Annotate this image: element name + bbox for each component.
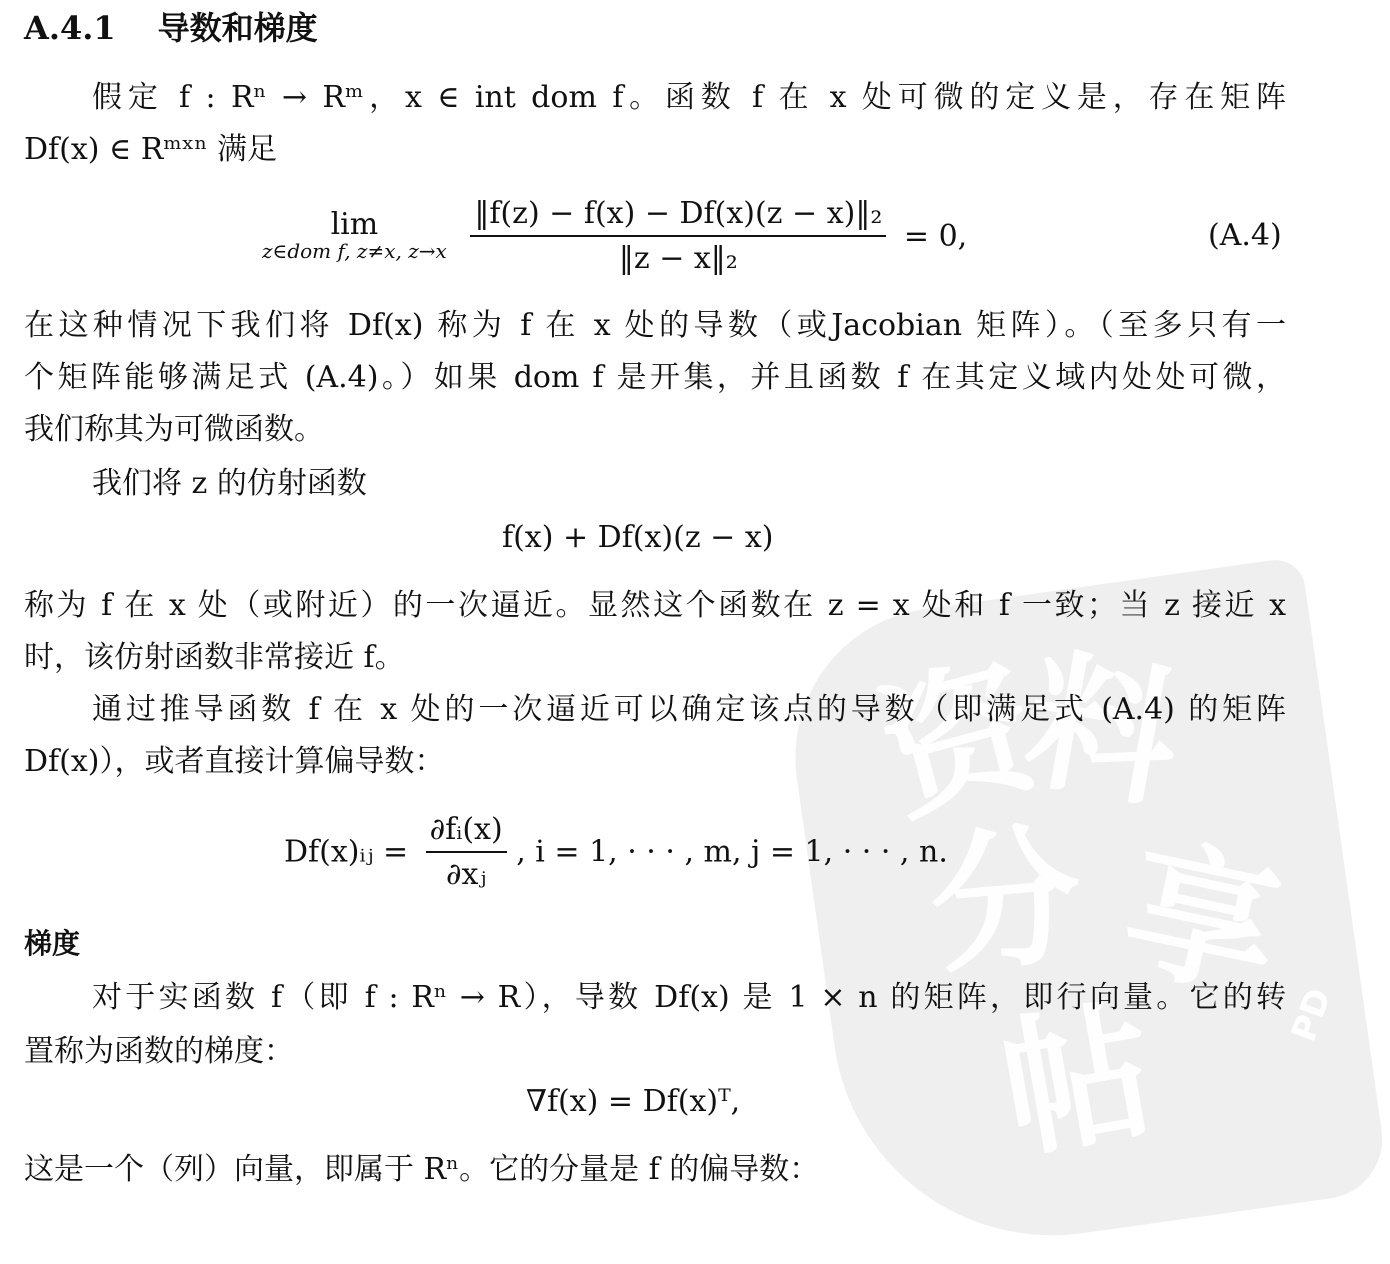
subsection-heading: 梯度 (24, 927, 81, 960)
paragraph-line: 称为 f 在 x 处（或附近）的一次逼近。显然这个函数在 z = x 处和 f 一致；当 z 接近 x (24, 588, 1286, 623)
equation-fraction (470, 196, 886, 276)
watermark-glyph: 帖 (988, 981, 1167, 1181)
limit-word: lim (330, 207, 379, 242)
paragraph-line: 在这种情况下我们将 Df(x) 称为 f 在 x 处的导数（或Jacobian 矩阵）。（至多只有一 (24, 308, 1286, 343)
fraction-denominator: ∂xⱼ (445, 857, 487, 892)
paragraph-line: 对于实函数 f（即 f : Rⁿ → R），导数 Df(x) 是 1 × n 的矩阵，即行向量。它的转 (92, 980, 1286, 1015)
fraction-denominator: ‖z − x‖₂ (618, 241, 738, 276)
equation-lhs: Df(x)ᵢⱼ = (284, 834, 409, 870)
paragraph-line: Df(x)），或者直接计算偏导数： (24, 744, 445, 779)
paragraph-line: 通过推导函数 f 在 x 处的一次逼近可以确定该点的导数（即满足式 (A.4) 的矩阵 (92, 692, 1286, 727)
watermark-tag: PD (1283, 983, 1340, 1047)
paragraph-line: 个矩阵能够满足式 (A.4)。）如果 dom f 是开集，并且函数 f 在其定义域内处处可微， (24, 360, 1286, 395)
paragraph-line: 假定 f : Rⁿ → Rᵐ，x ∈ int dom f。函数 f 在 x 处可微的定义是，存在矩阵 (92, 80, 1286, 115)
fraction-numerator: ‖f(z) − f(x) − Df(x)(z − x)‖₂ (470, 196, 886, 237)
fraction-numerator: ∂fᵢ(x) (426, 812, 507, 853)
paragraph-line: 时，该仿射函数非常接近 f。 (24, 640, 405, 675)
watermark-glyph: 分 (923, 806, 1089, 996)
equation-number: (A.4) (1208, 218, 1282, 253)
paragraph-line: 置称为函数的梯度： (24, 1034, 294, 1069)
paragraph-line: 这是一个（列）向量，即属于 Rⁿ。它的分量是 f 的偏导数： (24, 1152, 820, 1187)
watermark-glyph: 料 (1013, 631, 1192, 831)
limit-operator (262, 207, 447, 263)
paragraph-line: 我们将 z 的仿射函数 (92, 466, 367, 501)
paragraph-line: Df(x) ∈ Rᵐˣⁿ 满足 (24, 132, 277, 167)
section-number: A.4.1 (24, 9, 116, 47)
equation-gradient: ∇f(x) = Df(x)ᵀ, (526, 1084, 741, 1119)
section-heading (24, 10, 318, 46)
watermark-glyph: 享 (1110, 819, 1294, 1023)
equation-affine: f(x) + Df(x)(z − x) (502, 520, 774, 555)
equation-rhs: = 0, (903, 218, 968, 254)
paragraph-line: 我们称其为可微函数。 (24, 412, 324, 447)
equation-partial (284, 812, 948, 892)
section-title: 导数和梯度 (157, 9, 318, 47)
equation-fraction (426, 812, 507, 892)
equation-a4 (262, 196, 967, 276)
watermark-glyph: 资 (863, 636, 1054, 845)
equation-ranges: , i = 1, · · · , m, j = 1, · · · , n. (516, 834, 948, 870)
limit-condition: z∈dom f, z≠x, z→x (262, 239, 447, 263)
